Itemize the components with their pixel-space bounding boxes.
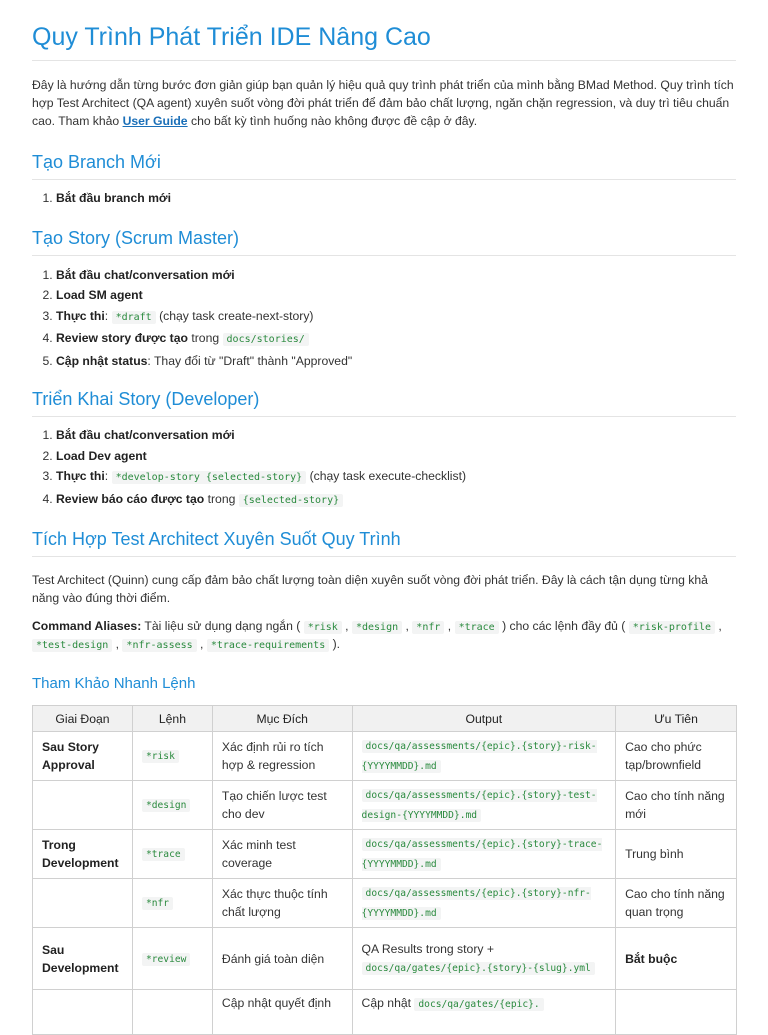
aliases-label: Command Aliases: [32, 619, 142, 633]
phase-cell: Trong Development [33, 830, 133, 879]
inline-code: *trace [455, 621, 499, 634]
table-header-row [33, 706, 737, 732]
intro-text-end: cho bất kỳ tình huống nào không được đề cập ở đây. [187, 114, 478, 128]
output-cell: Cập nhật docs/qa/gates/{epic}. [352, 990, 616, 1035]
list-item: 4. Review báo cáo được tạo trong {selected-story} [56, 489, 736, 512]
list-item: 1. Bắt đầu chat/conversation mới [56, 265, 736, 286]
command-cell: *trace [132, 830, 212, 879]
qa-paragraph: Test Architect (Quinn) cung cấp đảm bảo chất lượng toàn diện xuyên suốt vòng đời phát triển. Đây là cách tận dụng từng khả năng vào đúng thời điểm. [32, 573, 708, 605]
inline-code: *draft [112, 311, 156, 324]
list-item: 1. Bắt đầu chat/conversation mới [56, 425, 736, 446]
output-cell: docs/qa/assessments/{epic}.{story}-trace-{YYYYMMDD}.md [352, 830, 616, 879]
command-cell: *review [132, 928, 212, 990]
inline-code: *nfr [412, 621, 444, 634]
inline-code: *test-design [32, 639, 112, 652]
inline-code: *develop-story {selected-story} [112, 471, 307, 484]
purpose-cell: Xác minh test coverage [212, 830, 352, 879]
purpose-cell: Cập nhật quyết định [212, 990, 352, 1035]
inline-code: *risk [304, 621, 342, 634]
command-aliases-paragraph: Command Aliases: Tài liệu sử dụng dạng ngắn ( *risk , *design , *nfr , *trace ) cho các lệnh đầy đủ ( *risk-profile , *test-design , *nfr-assess , *trace-requirements ). [32, 619, 722, 651]
priority-cell: Trung bình [616, 830, 737, 879]
inline-code: {selected-story} [239, 494, 343, 507]
inline-code: *risk-profile [629, 621, 715, 634]
column-header: Output [352, 706, 616, 732]
intro-paragraph [32, 76, 736, 130]
command-reference-table [32, 705, 737, 1035]
user-guide-link[interactable]: User Guide [122, 114, 188, 128]
table-row [33, 781, 737, 830]
purpose-cell: Xác thực thuộc tính chất lượng [212, 879, 352, 928]
page-title: Quy Trình Phát Triển IDE Nâng Cao [32, 0, 736, 61]
column-header: Giai Đoạn [33, 706, 133, 732]
purpose-cell: Đánh giá toàn diện [212, 928, 352, 990]
phase-cell: Sau Development [33, 928, 133, 990]
output-cell: QA Results trong story + docs/qa/gates/{epic}.{story}-{slug}.yml [352, 928, 616, 990]
table-row [33, 879, 737, 928]
table-row [33, 990, 737, 1035]
section-heading-dev: Triển Khai Story (Developer) [32, 387, 736, 417]
priority-cell: Cao cho phức tạp/brownfield [616, 732, 737, 781]
output-cell: docs/qa/assessments/{epic}.{story}-test-design-{YYYYMMDD}.md [352, 781, 616, 830]
priority-cell: Cao cho tính năng quan trọng [616, 879, 737, 928]
list-item: 2. Load SM agent [56, 285, 736, 306]
inline-code: docs/stories/ [223, 333, 309, 346]
intro-text: Đây là hướng dẫn từng bước đơn giản giúp bạn quản lý hiệu quả quy trình phát triển của mình bằng BMad Method. Quy trình tích hợp Test Architect (QA agent) xuyên suốt vòng đời phát triển để đảm bảo chất lượng, ngăn chặn regression, và duy trì tiêu chuẩn cao. Tham khảo [32, 78, 734, 128]
priority-cell: Cao cho tính năng mới [616, 781, 737, 830]
purpose-cell: Tạo chiến lược test cho dev [212, 781, 352, 830]
branch-steps-list [32, 188, 736, 209]
table-row [33, 830, 737, 879]
phase-cell [33, 781, 133, 830]
list-item: 4. Review story được tạo trong docs/stories/ [56, 328, 736, 351]
section-heading-story: Tạo Story (Scrum Master) [32, 226, 736, 256]
section-heading-branch: Tạo Branch Mới [32, 150, 736, 180]
command-cell [132, 990, 212, 1035]
command-cell: *design [132, 781, 212, 830]
phase-cell [33, 990, 133, 1035]
subsection-heading-quickref: Tham Khảo Nhanh Lệnh [32, 675, 196, 692]
inline-code: *trace-requirements [207, 639, 329, 652]
table-row [33, 732, 737, 781]
priority-cell: Bắt buộc [616, 928, 737, 990]
command-cell: *risk [132, 732, 212, 781]
phase-cell: Sau Story Approval [33, 732, 133, 781]
output-cell: docs/qa/assessments/{epic}.{story}-risk-{YYYYMMDD}.md [352, 732, 616, 781]
column-header: Mục Đích [212, 706, 352, 732]
priority-cell [616, 990, 737, 1035]
story-steps-list [32, 265, 736, 372]
list-item: 3. Thực thi: *develop-story {selected-story} (chạy task execute-checklist) [56, 466, 736, 489]
command-cell: *nfr [132, 879, 212, 928]
inline-code: *nfr-assess [122, 639, 196, 652]
list-item: 3. Thực thi: *draft (chạy task create-next-story) [56, 306, 736, 329]
phase-cell [33, 879, 133, 928]
column-header: Lệnh [132, 706, 212, 732]
output-cell: docs/qa/assessments/{epic}.{story}-nfr-{YYYYMMDD}.md [352, 879, 616, 928]
table-row [33, 928, 737, 990]
list-item: 2. Load Dev agent [56, 446, 736, 467]
purpose-cell: Xác định rủi ro tích hợp & regression [212, 732, 352, 781]
list-item: 1. Bắt đầu branch mới [56, 188, 736, 209]
list-item: 5. Cập nhật status: Thay đổi từ "Draft" thành "Approved" [56, 351, 736, 372]
column-header: Ưu Tiên [616, 706, 737, 732]
inline-code: *design [352, 621, 402, 634]
dev-steps-list [32, 425, 736, 511]
section-heading-qa: Tích Hợp Test Architect Xuyên Suốt Quy Trình [32, 527, 736, 557]
